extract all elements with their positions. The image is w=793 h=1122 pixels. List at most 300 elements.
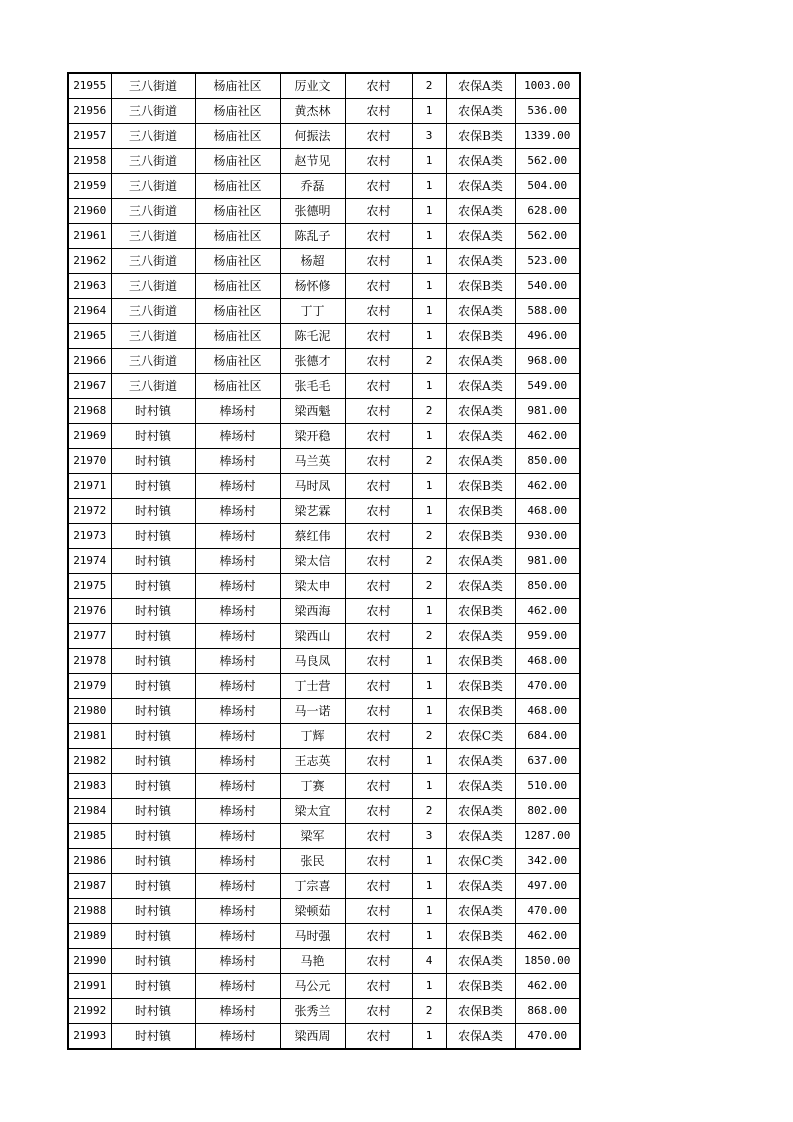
community-cell: 棒场村	[195, 874, 280, 899]
insurance-type-cell: 农保C类	[446, 849, 515, 874]
amount-cell: 959.00	[515, 624, 580, 649]
amount-cell: 549.00	[515, 374, 580, 399]
street-cell: 三八街道	[111, 124, 195, 149]
people-count-cell: 1	[412, 324, 446, 349]
table-row	[68, 474, 580, 499]
community-cell: 杨庙社区	[195, 374, 280, 399]
name-cell: 梁西魁	[280, 399, 345, 424]
table-row	[68, 149, 580, 174]
people-count-cell: 1	[412, 99, 446, 124]
amount-cell: 470.00	[515, 674, 580, 699]
household-type-cell: 农村	[345, 524, 412, 549]
amount-cell: 930.00	[515, 524, 580, 549]
table-row	[68, 674, 580, 699]
amount-cell: 342.00	[515, 849, 580, 874]
record-id-cell: 21967	[68, 374, 111, 399]
community-cell: 棒场村	[195, 424, 280, 449]
table-row	[68, 574, 580, 599]
household-type-cell: 农村	[345, 699, 412, 724]
amount-cell: 562.00	[515, 149, 580, 174]
street-cell: 时村镇	[111, 774, 195, 799]
table-row	[68, 224, 580, 249]
community-cell: 棒场村	[195, 549, 280, 574]
insurance-type-cell: 农保B类	[446, 274, 515, 299]
people-count-cell: 2	[412, 724, 446, 749]
amount-cell: 536.00	[515, 99, 580, 124]
household-type-cell: 农村	[345, 874, 412, 899]
amount-cell: 1287.00	[515, 824, 580, 849]
community-cell: 棒场村	[195, 599, 280, 624]
street-cell: 时村镇	[111, 924, 195, 949]
table-row	[68, 724, 580, 749]
household-type-cell: 农村	[345, 774, 412, 799]
street-cell: 时村镇	[111, 1024, 195, 1050]
household-type-cell: 农村	[345, 549, 412, 574]
name-cell: 梁军	[280, 824, 345, 849]
table-row	[68, 949, 580, 974]
community-cell: 杨庙社区	[195, 249, 280, 274]
community-cell: 棒场村	[195, 399, 280, 424]
insurance-type-cell: 农保A类	[446, 424, 515, 449]
insurance-type-cell: 农保B类	[446, 649, 515, 674]
name-cell: 马艳	[280, 949, 345, 974]
record-id-cell: 21989	[68, 924, 111, 949]
insurance-type-cell: 农保C类	[446, 724, 515, 749]
people-count-cell: 1	[412, 599, 446, 624]
people-count-cell: 1	[412, 749, 446, 774]
table-row	[68, 799, 580, 824]
amount-cell: 868.00	[515, 999, 580, 1024]
name-cell: 马时强	[280, 924, 345, 949]
community-cell: 杨庙社区	[195, 299, 280, 324]
street-cell: 时村镇	[111, 524, 195, 549]
people-count-cell: 2	[412, 349, 446, 374]
amount-cell: 497.00	[515, 874, 580, 899]
record-id-cell: 21957	[68, 124, 111, 149]
household-type-cell: 农村	[345, 149, 412, 174]
people-count-cell: 1	[412, 1024, 446, 1050]
amount-cell: 628.00	[515, 199, 580, 224]
amount-cell: 462.00	[515, 474, 580, 499]
table-row	[68, 974, 580, 999]
record-id-cell: 21977	[68, 624, 111, 649]
amount-cell: 523.00	[515, 249, 580, 274]
name-cell: 梁太申	[280, 574, 345, 599]
insurance-type-cell: 农保B类	[446, 324, 515, 349]
community-cell: 棒场村	[195, 674, 280, 699]
amount-cell: 684.00	[515, 724, 580, 749]
household-type-cell: 农村	[345, 474, 412, 499]
community-cell: 棒场村	[195, 949, 280, 974]
insurance-type-cell: 农保A类	[446, 224, 515, 249]
household-type-cell: 农村	[345, 724, 412, 749]
name-cell: 张民	[280, 849, 345, 874]
record-id-cell: 21986	[68, 849, 111, 874]
people-count-cell: 1	[412, 299, 446, 324]
household-type-cell: 农村	[345, 299, 412, 324]
people-count-cell: 2	[412, 799, 446, 824]
table-row	[68, 374, 580, 399]
insurance-type-cell: 农保B类	[446, 924, 515, 949]
insurance-type-cell: 农保A类	[446, 199, 515, 224]
record-id-cell: 21969	[68, 424, 111, 449]
people-count-cell: 1	[412, 924, 446, 949]
street-cell: 三八街道	[111, 249, 195, 274]
street-cell: 时村镇	[111, 874, 195, 899]
household-type-cell: 农村	[345, 574, 412, 599]
street-cell: 三八街道	[111, 149, 195, 174]
table-body	[68, 73, 580, 1049]
insurance-type-cell: 农保B类	[446, 124, 515, 149]
people-count-cell: 3	[412, 824, 446, 849]
household-type-cell: 农村	[345, 249, 412, 274]
street-cell: 三八街道	[111, 99, 195, 124]
people-count-cell: 3	[412, 124, 446, 149]
table-row	[68, 249, 580, 274]
name-cell: 杨怀修	[280, 274, 345, 299]
name-cell: 张德明	[280, 199, 345, 224]
insurance-type-cell: 农保A类	[446, 349, 515, 374]
table-row	[68, 174, 580, 199]
community-cell: 棒场村	[195, 749, 280, 774]
people-count-cell: 1	[412, 249, 446, 274]
amount-cell: 510.00	[515, 774, 580, 799]
people-count-cell: 1	[412, 474, 446, 499]
table-row	[68, 999, 580, 1024]
household-type-cell: 农村	[345, 674, 412, 699]
community-cell: 杨庙社区	[195, 349, 280, 374]
insurance-type-cell: 农保A类	[446, 99, 515, 124]
data-table	[67, 72, 581, 1050]
amount-cell: 588.00	[515, 299, 580, 324]
name-cell: 梁西海	[280, 599, 345, 624]
people-count-cell: 2	[412, 999, 446, 1024]
insurance-type-cell: 农保A类	[446, 374, 515, 399]
community-cell: 杨庙社区	[195, 73, 280, 99]
name-cell: 张毛毛	[280, 374, 345, 399]
street-cell: 三八街道	[111, 349, 195, 374]
people-count-cell: 2	[412, 549, 446, 574]
record-id-cell: 21973	[68, 524, 111, 549]
street-cell: 时村镇	[111, 824, 195, 849]
people-count-cell: 1	[412, 699, 446, 724]
street-cell: 时村镇	[111, 699, 195, 724]
people-count-cell: 1	[412, 424, 446, 449]
name-cell: 黄杰林	[280, 99, 345, 124]
record-id-cell: 21985	[68, 824, 111, 849]
name-cell: 马兰英	[280, 449, 345, 474]
table-row	[68, 924, 580, 949]
record-id-cell: 21988	[68, 899, 111, 924]
household-type-cell: 农村	[345, 799, 412, 824]
name-cell: 陈乇泥	[280, 324, 345, 349]
community-cell: 棒场村	[195, 499, 280, 524]
table-row	[68, 424, 580, 449]
people-count-cell: 2	[412, 524, 446, 549]
insurance-type-cell: 农保A类	[446, 399, 515, 424]
people-count-cell: 1	[412, 874, 446, 899]
community-cell: 棒场村	[195, 974, 280, 999]
street-cell: 时村镇	[111, 649, 195, 674]
record-id-cell: 21975	[68, 574, 111, 599]
people-count-cell: 1	[412, 674, 446, 699]
community-cell: 棒场村	[195, 899, 280, 924]
record-id-cell: 21971	[68, 474, 111, 499]
street-cell: 三八街道	[111, 274, 195, 299]
household-type-cell: 农村	[345, 899, 412, 924]
community-cell: 杨庙社区	[195, 149, 280, 174]
name-cell: 赵节见	[280, 149, 345, 174]
record-id-cell: 21990	[68, 949, 111, 974]
street-cell: 时村镇	[111, 474, 195, 499]
amount-cell: 462.00	[515, 424, 580, 449]
insurance-type-cell: 农保A类	[446, 874, 515, 899]
street-cell: 三八街道	[111, 174, 195, 199]
table-row	[68, 449, 580, 474]
insurance-type-cell: 农保A类	[446, 174, 515, 199]
people-count-cell: 1	[412, 899, 446, 924]
amount-cell: 470.00	[515, 899, 580, 924]
household-type-cell: 农村	[345, 974, 412, 999]
community-cell: 棒场村	[195, 474, 280, 499]
people-count-cell: 1	[412, 649, 446, 674]
people-count-cell: 2	[412, 399, 446, 424]
household-type-cell: 农村	[345, 124, 412, 149]
table-row	[68, 699, 580, 724]
people-count-cell: 2	[412, 449, 446, 474]
community-cell: 棒场村	[195, 524, 280, 549]
record-id-cell: 21987	[68, 874, 111, 899]
name-cell: 蔡红伟	[280, 524, 345, 549]
table-row	[68, 73, 580, 99]
street-cell: 时村镇	[111, 899, 195, 924]
household-type-cell: 农村	[345, 199, 412, 224]
people-count-cell: 2	[412, 574, 446, 599]
amount-cell: 562.00	[515, 224, 580, 249]
amount-cell: 468.00	[515, 499, 580, 524]
record-id-cell: 21961	[68, 224, 111, 249]
amount-cell: 968.00	[515, 349, 580, 374]
community-cell: 棒场村	[195, 624, 280, 649]
insurance-type-cell: 农保B类	[446, 699, 515, 724]
table-row	[68, 99, 580, 124]
name-cell: 梁西山	[280, 624, 345, 649]
record-id-cell: 21958	[68, 149, 111, 174]
insurance-type-cell: 农保A类	[446, 249, 515, 274]
table-row	[68, 599, 580, 624]
street-cell: 时村镇	[111, 799, 195, 824]
community-cell: 杨庙社区	[195, 174, 280, 199]
table-row	[68, 824, 580, 849]
table-row	[68, 199, 580, 224]
community-cell: 棒场村	[195, 574, 280, 599]
amount-cell: 981.00	[515, 549, 580, 574]
record-id-cell: 21993	[68, 1024, 111, 1050]
people-count-cell: 1	[412, 274, 446, 299]
community-cell: 棒场村	[195, 699, 280, 724]
household-type-cell: 农村	[345, 99, 412, 124]
household-type-cell: 农村	[345, 749, 412, 774]
table-row	[68, 899, 580, 924]
table-row	[68, 399, 580, 424]
street-cell: 时村镇	[111, 599, 195, 624]
record-id-cell: 21991	[68, 974, 111, 999]
community-cell: 杨庙社区	[195, 274, 280, 299]
street-cell: 时村镇	[111, 574, 195, 599]
insurance-type-cell: 农保A类	[446, 1024, 515, 1050]
insurance-type-cell: 农保A类	[446, 774, 515, 799]
community-cell: 棒场村	[195, 824, 280, 849]
name-cell: 丁赛	[280, 774, 345, 799]
insurance-type-cell: 农保B类	[446, 524, 515, 549]
name-cell: 梁太信	[280, 549, 345, 574]
name-cell: 梁太宜	[280, 799, 345, 824]
community-cell: 棒场村	[195, 774, 280, 799]
community-cell: 棒场村	[195, 924, 280, 949]
record-id-cell: 21965	[68, 324, 111, 349]
street-cell: 三八街道	[111, 324, 195, 349]
record-id-cell: 21964	[68, 299, 111, 324]
people-count-cell: 1	[412, 174, 446, 199]
record-id-cell: 21978	[68, 649, 111, 674]
record-id-cell: 21956	[68, 99, 111, 124]
amount-cell: 1003.00	[515, 73, 580, 99]
insurance-type-cell: 农保A类	[446, 574, 515, 599]
name-cell: 梁艺霖	[280, 499, 345, 524]
amount-cell: 468.00	[515, 699, 580, 724]
street-cell: 三八街道	[111, 374, 195, 399]
name-cell: 何振法	[280, 124, 345, 149]
record-id-cell: 21982	[68, 749, 111, 774]
record-id-cell: 21974	[68, 549, 111, 574]
household-type-cell: 农村	[345, 499, 412, 524]
people-count-cell: 1	[412, 149, 446, 174]
community-cell: 杨庙社区	[195, 199, 280, 224]
street-cell: 时村镇	[111, 499, 195, 524]
amount-cell: 1339.00	[515, 124, 580, 149]
table-row	[68, 524, 580, 549]
name-cell: 马公元	[280, 974, 345, 999]
people-count-cell: 2	[412, 73, 446, 99]
people-count-cell: 1	[412, 374, 446, 399]
insurance-type-cell: 农保A类	[446, 824, 515, 849]
amount-cell: 540.00	[515, 274, 580, 299]
table-row	[68, 849, 580, 874]
household-type-cell: 农村	[345, 349, 412, 374]
insurance-type-cell: 农保A类	[446, 549, 515, 574]
insurance-type-cell: 农保A类	[446, 449, 515, 474]
community-cell: 棒场村	[195, 449, 280, 474]
name-cell: 乔磊	[280, 174, 345, 199]
record-id-cell: 21984	[68, 799, 111, 824]
table-row	[68, 274, 580, 299]
record-id-cell: 21955	[68, 73, 111, 99]
name-cell: 马良凤	[280, 649, 345, 674]
community-cell: 杨庙社区	[195, 324, 280, 349]
street-cell: 三八街道	[111, 73, 195, 99]
name-cell: 王志英	[280, 749, 345, 774]
street-cell: 时村镇	[111, 674, 195, 699]
insurance-type-cell: 农保A类	[446, 299, 515, 324]
community-cell: 棒场村	[195, 799, 280, 824]
amount-cell: 802.00	[515, 799, 580, 824]
insurance-type-cell: 农保B类	[446, 974, 515, 999]
name-cell: 丁丁	[280, 299, 345, 324]
name-cell: 梁西周	[280, 1024, 345, 1050]
community-cell: 杨庙社区	[195, 124, 280, 149]
household-type-cell: 农村	[345, 824, 412, 849]
insurance-type-cell: 农保B类	[446, 599, 515, 624]
record-id-cell: 21983	[68, 774, 111, 799]
insurance-type-cell: 农保A类	[446, 73, 515, 99]
community-cell: 棒场村	[195, 724, 280, 749]
people-count-cell: 1	[412, 199, 446, 224]
community-cell: 杨庙社区	[195, 99, 280, 124]
amount-cell: 1850.00	[515, 949, 580, 974]
household-type-cell: 农村	[345, 449, 412, 474]
household-type-cell: 农村	[345, 624, 412, 649]
record-id-cell: 21959	[68, 174, 111, 199]
amount-cell: 462.00	[515, 974, 580, 999]
name-cell: 张德才	[280, 349, 345, 374]
insurance-type-cell: 农保B类	[446, 474, 515, 499]
household-type-cell: 农村	[345, 1024, 412, 1050]
table-row	[68, 499, 580, 524]
people-count-cell: 1	[412, 499, 446, 524]
household-type-cell: 农村	[345, 924, 412, 949]
street-cell: 时村镇	[111, 949, 195, 974]
amount-cell: 496.00	[515, 324, 580, 349]
household-type-cell: 农村	[345, 999, 412, 1024]
amount-cell: 637.00	[515, 749, 580, 774]
name-cell: 丁宗喜	[280, 874, 345, 899]
street-cell: 时村镇	[111, 624, 195, 649]
amount-cell: 850.00	[515, 449, 580, 474]
community-cell: 棒场村	[195, 849, 280, 874]
insurance-type-cell: 农保B类	[446, 674, 515, 699]
community-cell: 杨庙社区	[195, 224, 280, 249]
record-id-cell: 21960	[68, 199, 111, 224]
household-type-cell: 农村	[345, 949, 412, 974]
street-cell: 三八街道	[111, 224, 195, 249]
street-cell: 时村镇	[111, 449, 195, 474]
amount-cell: 504.00	[515, 174, 580, 199]
people-count-cell: 1	[412, 974, 446, 999]
amount-cell: 470.00	[515, 1024, 580, 1050]
name-cell: 杨超	[280, 249, 345, 274]
name-cell: 马时凤	[280, 474, 345, 499]
street-cell: 三八街道	[111, 299, 195, 324]
household-type-cell: 农村	[345, 399, 412, 424]
name-cell: 马一诺	[280, 699, 345, 724]
people-count-cell: 1	[412, 224, 446, 249]
street-cell: 时村镇	[111, 999, 195, 1024]
name-cell: 梁顿茹	[280, 899, 345, 924]
people-count-cell: 1	[412, 849, 446, 874]
record-id-cell: 21981	[68, 724, 111, 749]
table-row	[68, 749, 580, 774]
street-cell: 三八街道	[111, 199, 195, 224]
table-row	[68, 549, 580, 574]
amount-cell: 850.00	[515, 574, 580, 599]
record-id-cell: 21970	[68, 449, 111, 474]
household-type-cell: 农村	[345, 599, 412, 624]
amount-cell: 468.00	[515, 649, 580, 674]
household-type-cell: 农村	[345, 849, 412, 874]
table-row	[68, 124, 580, 149]
name-cell: 梁开稳	[280, 424, 345, 449]
household-type-cell: 农村	[345, 174, 412, 199]
